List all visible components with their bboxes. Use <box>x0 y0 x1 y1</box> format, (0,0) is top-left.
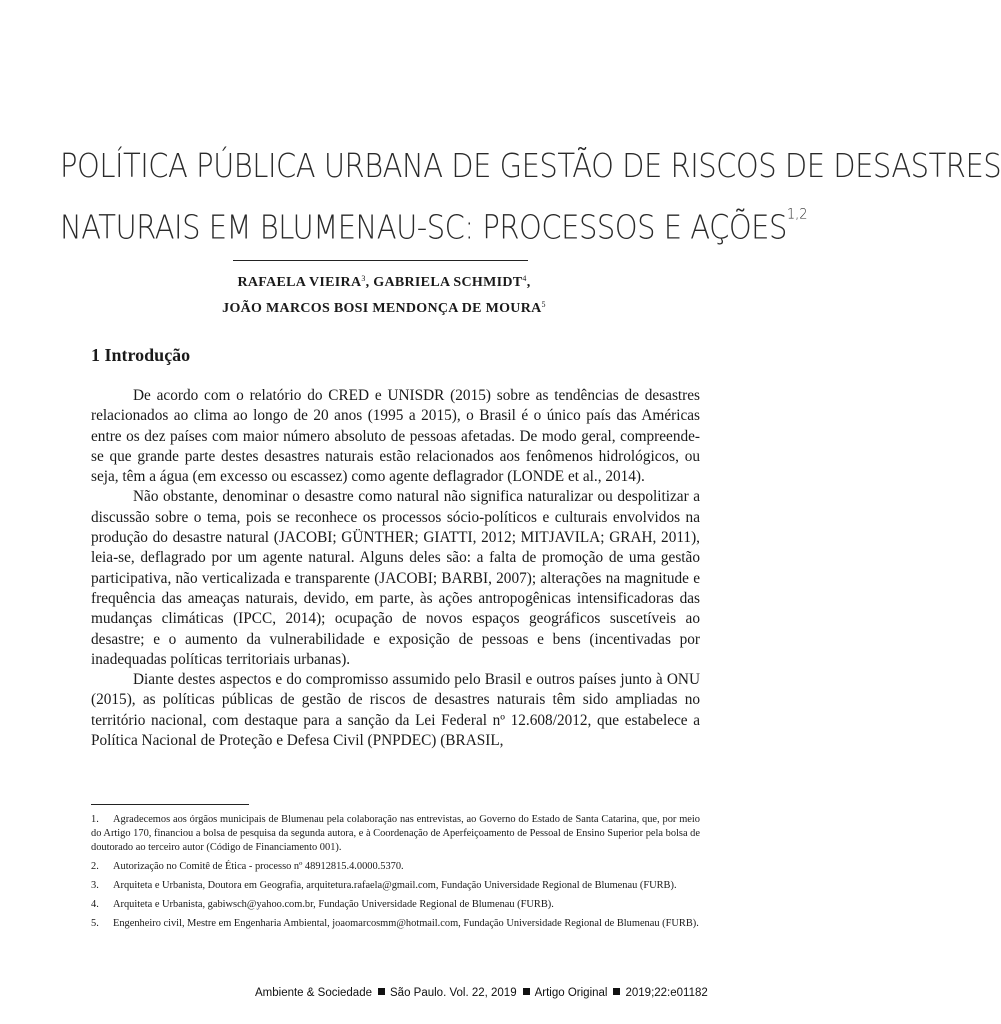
paragraph: Não obstante, denominar o desastre como natural não significa naturalizar ou despolitizar a discussão sobre o tema, pois se reconhece os processos sócio-políticos e culturais envolvidos na produção do desastre natural (JACOBI; GÜNTHER; GIATTI, 2012; MITJAVILA; GRAH, 2011), leia-se, deflagrado por um agente natural. Alguns deles são: a falta de promoção de uma gestão participativa, não verticalizada e transparente (JACOBI; BARBI, 2007); alterações na magnitude e frequência das ameaças naturais, devido, em parte, às ações antropogênicas intensificadoras das mudanças climáticas (IPCC, 2014); ocupação de novos espaços geográficos suscetíveis ao desastre; e o aumento da vulnerabilidade e exposição de pessoas e bens (incentivadas por inadequadas políticas territoriais urbanas). <box>91 488 700 668</box>
title-line-1: POLÍTICA PÚBLICA URBANA DE GESTÃO DE RISCOS DE DESASTRES <box>60 147 1001 186</box>
journal-location-volume: São Paulo. Vol. 22, 2019 <box>390 987 517 999</box>
section-body <box>91 386 700 751</box>
article-citation: 2019;22:e01182 <box>625 987 708 999</box>
title-footnote-ref: 1,2 <box>786 206 808 224</box>
footnote <box>91 917 700 931</box>
author-line-2 <box>60 294 708 320</box>
article-title <box>60 141 1001 252</box>
section-heading: 1 Introdução <box>91 345 191 365</box>
author-name: RAFAELA VIEIRA <box>237 275 362 290</box>
footnote-text: Autorização no Comitê de Ética - processo nº 48912815.4.0000.5370. <box>113 861 404 872</box>
square-bullet-icon <box>613 988 620 995</box>
footnote-number: 3. <box>91 880 99 891</box>
footnote <box>91 879 700 893</box>
footnote-number: 2. <box>91 861 99 872</box>
author-footnote-ref: 3 <box>361 274 366 283</box>
author-footnote-ref: 5 <box>541 300 546 309</box>
paragraph: Diante destes aspectos e do compromisso assumido pelo Brasil e outros países junto à ONU (2015), as políticas públicas de gestão de riscos de desastres naturais têm sido ampliadas no território nacional, com destaque para a sanção da Lei Federal nº 12.608/2012, que estabelece a Política Nacional de Proteção e Defesa Civil (PNPDEC) (BRASIL, <box>91 671 700 750</box>
author-line-1: RAFAELA VIEIRA$^3$, GABRIELA SCHMIDT$^4$, <box>237 274 531 290</box>
footnote-number: 1. <box>91 814 99 825</box>
footnote-text: Engenheiro civil, Mestre em Engenharia Ambiental, joaomarcosmm@hotmail.com, Fundação Universidade Regional de Blumenau (FURB). <box>113 918 699 929</box>
page-footer <box>255 987 708 999</box>
footnote <box>91 898 700 912</box>
footnote-number: 5. <box>91 918 99 929</box>
title-line-2 <box>60 191 808 253</box>
paragraph: De acordo com o relatório do CRED e UNISDR (2015) sobre as tendências de desastres relacionados ao clima ao longo de 20 anos (1995 a 2015), o Brasil é o único país das Américas entre os dez países com maior número absoluto de pessoas afetadas. De modo geral, compreende-se que grande parte destes desastres naturais estão relacionados aos fenômenos hidrológicos, ou seja, têm a água (em excesso ou escassez) como agente deflagrador (LONDE et al., 2014). <box>91 387 700 486</box>
footnote-text: Agradecemos aos órgãos municipais de Blumenau pela colaboração nas entrevistas, ao Governo do Estado de Santa Catarina, que, por meio do Artigo 170, financiou a bolsa de pesquisa da segunda autora, e à Coordenação de Aperfeiçoamento de Pessoal de Ensino Superior pela bolsa de doutorado ao terceiro autor (Código de Financiamento 001). <box>91 814 700 853</box>
square-bullet-icon <box>523 988 530 995</box>
footnote-divider <box>91 804 249 805</box>
footnote <box>91 813 700 855</box>
footnote <box>91 860 700 874</box>
author-name: JOÃO MARCOS BOSI MENDONÇA DE MOURA <box>222 301 542 316</box>
footnote-text: Arquiteta e Urbanista, Doutora em Geografia, arquitetura.rafaela@gmail.com, Fundação Universidade Regional de Blumenau (FURB). <box>113 880 677 891</box>
footnote-text: Arquiteta e Urbanista, gabiwsch@yahoo.com.br, Fundação Universidade Regional de Blumenau (FURB). <box>113 899 554 910</box>
square-bullet-icon <box>378 988 385 995</box>
journal-name: Ambiente & Sociedade <box>255 987 372 999</box>
author-footnote-ref: 4 <box>522 274 527 283</box>
author-list <box>60 268 708 320</box>
title-divider <box>233 260 528 261</box>
footnotes <box>91 813 700 936</box>
article-type: Artigo Original <box>534 987 608 999</box>
footnote-number: 4. <box>91 899 99 910</box>
title-line-2-text: NATURAIS EM BLUMENAU-SC: PROCESSOS E AÇÕES <box>60 208 787 247</box>
author-name: GABRIELA SCHMIDT <box>373 275 523 290</box>
